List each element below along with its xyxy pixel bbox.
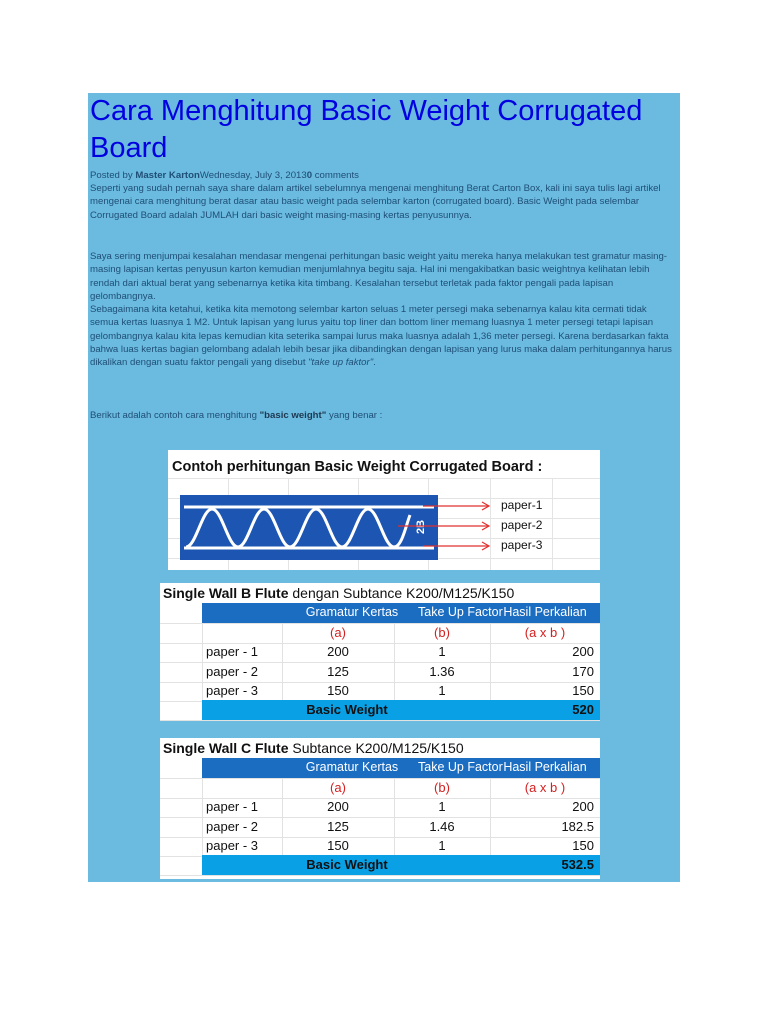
paper-3-label: paper-3	[501, 538, 543, 552]
table-row	[160, 817, 600, 838]
row-name: paper - 2	[206, 819, 259, 834]
header-take-up: Take Up Factor	[418, 760, 503, 774]
symbol-b: (b)	[434, 780, 450, 795]
row-name: paper - 3	[206, 838, 259, 853]
table-title	[163, 740, 464, 756]
paragraph-area: Sebagaimana kita ketahui, ketika kita memotong selembar karton seluas 1 meter persegi maka sebenarnya kalau kita cermati tidak semua kertas luasnya 1 M2. Untuk lapisan yang lurus yaitu top liner dan bottom liner memang luasnya 1 meter persegi tetapi lapisan gelombangnya kalau kita lepas kemudian kita seterika sampai lurus maka luasnya adalah 1,36 meter persegi. Karena berdasarkan fakta bahwa luas kertas bagian gelombang adalah lebih besar jika dibandingkan dengan lapisan yang lurus maka dalam perhitungannya harus dikalikan dengan suatu faktor pengali yang disebut	[90, 304, 672, 369]
table-c-flute	[160, 738, 600, 879]
example-intro-end: yang benar :	[326, 410, 383, 421]
table-row	[160, 836, 600, 857]
table-row	[160, 642, 600, 663]
paragraph-end: .	[373, 357, 376, 369]
total-label: Basic Weight	[306, 857, 388, 872]
table-title-bold: Single Wall B Flute	[163, 585, 289, 601]
post-meta	[90, 169, 675, 182]
table-title	[163, 585, 514, 601]
table-title-rest: dengan Subtance K200/M125/K150	[288, 585, 515, 601]
paragraph-example-intro	[90, 409, 675, 422]
row-b: 1	[438, 838, 446, 853]
header-gramatur: Gramatur Kertas	[305, 605, 399, 619]
example-intro-start: Berikut adalah contoh cara menghitung	[90, 410, 260, 421]
symbol-b: (b)	[434, 625, 450, 640]
row-b: 1	[438, 644, 446, 659]
total-label: Basic Weight	[306, 702, 388, 717]
total-value: 520	[572, 702, 594, 717]
symbol-ab: (a x b )	[524, 780, 566, 795]
row-ab: 200	[572, 799, 594, 814]
paper-2-label: paper-2	[501, 518, 543, 532]
paper-1-label: paper-1	[501, 498, 543, 512]
table-b-flute	[160, 583, 600, 720]
comments-label[interactable]: comments	[312, 170, 359, 181]
symbol-ab: (a x b )	[524, 625, 566, 640]
table-header-row	[160, 758, 600, 779]
row-a: 125	[327, 664, 349, 679]
post-date: Wednesday, July 3, 2013	[199, 170, 307, 181]
table-total-row	[160, 855, 600, 876]
corrugated-board-illustration	[168, 450, 600, 570]
row-a: 200	[327, 644, 349, 659]
row-a: 200	[327, 799, 349, 814]
row-name: paper - 2	[206, 664, 259, 679]
row-b: 1	[438, 799, 446, 814]
table-row	[160, 797, 600, 818]
row-b: 1	[438, 683, 446, 698]
row-ab: 170	[572, 664, 594, 679]
figure-title: Contoh perhitungan Basic Weight Corrugated Board :	[172, 459, 543, 475]
table-title-bold: Single Wall C Flute	[163, 740, 289, 756]
row-a: 125	[327, 819, 349, 834]
row-b: 1.46	[429, 819, 455, 834]
table-row	[160, 662, 600, 683]
basic-weight-term: "basic weight"	[259, 410, 327, 421]
header-hasil: Hasil Perkalian	[503, 605, 587, 619]
header-gramatur: Gramatur Kertas	[305, 760, 399, 774]
total-value: 532.5	[561, 857, 594, 872]
comments-count[interactable]: 0	[306, 170, 313, 181]
paragraph-explanation	[90, 250, 675, 370]
row-name: paper - 1	[206, 799, 259, 814]
paragraph-intro: Seperti yang sudah pernah saya share dalam artikel sebelumnya mengenai menghitung Berat Carton Box, kali ini saya tulis lagi artikel mengenai cara menghitung berat dasar atau basic weight pada selembar karton (corrugated board). Basic Weight pada selembar Corrugated Board adalah JUMLAH dari basic weight masing-masing kertas penyusunnya.	[90, 183, 661, 221]
author-link[interactable]: Master Karton	[135, 170, 200, 181]
symbol-a: (a)	[330, 625, 346, 640]
row-b: 1.36	[429, 664, 455, 679]
table-title-rest: Subtance K200/M125/K150	[288, 740, 464, 756]
table-total-row	[160, 700, 600, 721]
header-take-up: Take Up Factor	[418, 605, 503, 619]
table-header-row	[160, 603, 600, 624]
row-a: 150	[327, 838, 349, 853]
row-a: 150	[327, 683, 349, 698]
row-ab: 150	[572, 683, 594, 698]
flute-code-label: 2B	[415, 519, 427, 535]
table-symbol-row	[160, 778, 600, 799]
post-title[interactable]: Cara Menghitung Basic Weight Corrugated Board	[90, 95, 643, 164]
paragraph-mistake: Saya sering menjumpai kesalahan mendasar mengenai perhitungan basic weight yaitu mereka hanya melakukan test gramatur masing-masing lapisan kertas penyusun karton kemudian menjumlahnya begitu saja. Hal ini mengakibatkan basic weightnya kelihatan lebih rendah dari aktual berat yang sebenarnya ketika kita timbang. Kesalahan tersebut terletak pada faktor pengali pada lapisan gelombangnya.	[90, 251, 668, 302]
row-name: paper - 3	[206, 683, 259, 698]
table-row	[160, 681, 600, 702]
take-up-factor-term: "take up faktor"	[308, 357, 374, 369]
table-symbol-row	[160, 623, 600, 644]
row-ab: 150	[572, 838, 594, 853]
row-ab: 182.5	[561, 819, 594, 834]
header-hasil: Hasil Perkalian	[503, 760, 587, 774]
symbol-a: (a)	[330, 780, 346, 795]
row-name: paper - 1	[206, 644, 259, 659]
row-ab: 200	[572, 644, 594, 659]
posted-by-label: Posted by	[90, 170, 136, 181]
